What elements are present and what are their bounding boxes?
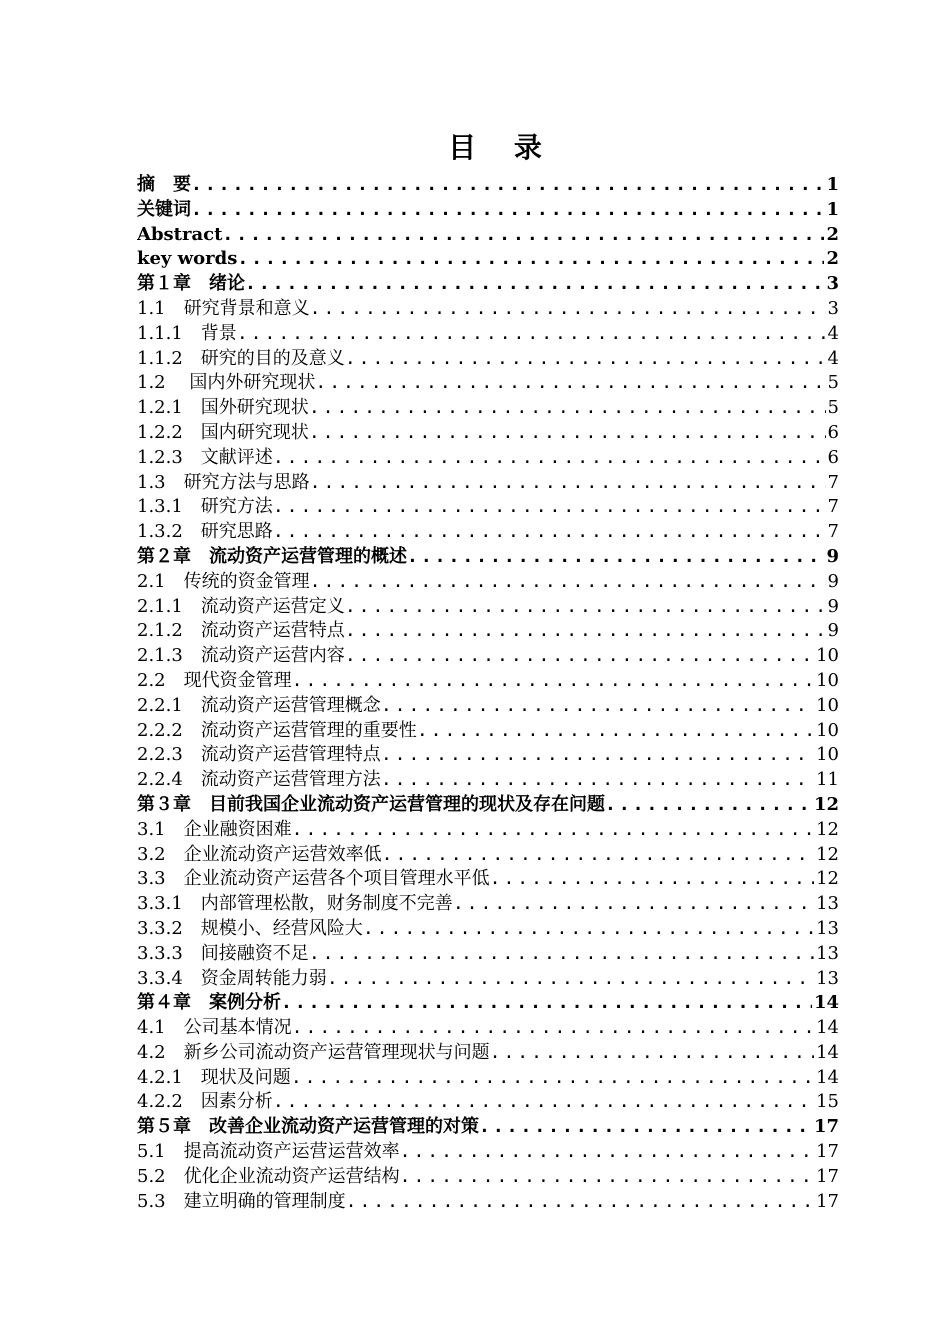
toc-entry-text: 1.3.1 研究方法: [137, 496, 273, 518]
toc-entry-text: key words: [137, 248, 238, 270]
toc-entry-text: 2.2 现代资金管理: [137, 669, 292, 691]
toc-entry-text: 第２章 流动资产运营管理的概述: [137, 545, 407, 567]
toc-page-number: 13: [816, 893, 839, 915]
toc-entry: [137, 1066, 839, 1091]
toc-entry-text: 3.3.4 资金周转能力弱: [137, 967, 327, 989]
toc-dot-leader: [309, 421, 826, 446]
toc-entry: [137, 1016, 839, 1041]
toc-entry: [137, 892, 839, 917]
toc-dot-leader: [281, 991, 812, 1016]
toc-page-number: 2: [826, 223, 839, 245]
toc-page-number: 4: [827, 322, 839, 344]
toc-page-number: 2: [826, 248, 839, 270]
toc-page-number: 12: [816, 868, 839, 890]
toc-entry: [137, 347, 839, 372]
toc-dot-leader: [400, 1165, 814, 1190]
toc-page-number: 12: [813, 793, 839, 815]
toc-dot-leader: [407, 545, 824, 570]
toc-page-number: 13: [816, 967, 839, 989]
toc-entry-text: 1.3 研究方法与思路: [137, 471, 310, 493]
toc-entry-text: 1.2.2 国内研究现状: [137, 421, 309, 443]
toc-page-number: 10: [816, 744, 839, 766]
toc-page-number: 17: [816, 1141, 839, 1163]
toc-entry-text: 5.2 优化企业流动资产运营结构: [137, 1165, 400, 1187]
toc-entry-text: 2.1.3 流动资产运营内容: [137, 645, 345, 667]
toc-dot-leader: [381, 743, 814, 768]
toc-dot-leader: [382, 843, 814, 868]
toc-page-number: 10: [816, 645, 839, 667]
toc-page-number: 9: [827, 570, 839, 592]
toc-dot-leader: [345, 347, 826, 372]
toc-dot-leader: [363, 917, 814, 942]
toc-entry-text: 1.2 国内外研究现状: [137, 372, 316, 394]
toc-entry: [137, 495, 839, 520]
toc-page-number: 15: [816, 1091, 839, 1113]
toc-page-number: 6: [827, 446, 839, 468]
toc-dot-leader: [191, 198, 824, 223]
toc-entry: [137, 1090, 839, 1115]
toc-entry-text: 2.2.2 流动资产运营管理的重要性: [137, 719, 417, 741]
toc-dot-leader: [273, 1090, 814, 1115]
toc-entry: [137, 644, 839, 669]
toc-dot-leader: [417, 719, 814, 744]
toc-page-number: 4: [827, 347, 839, 369]
toc-page-number: 1: [826, 198, 839, 220]
toc-entry: [137, 247, 839, 272]
toc-entry-text: 5.3 建立明确的管理制度: [137, 1190, 346, 1212]
toc-entry: [137, 173, 839, 198]
toc-page-number: 9: [826, 545, 839, 567]
toc-entry-text: 3.3.3 间接融资不足: [137, 942, 309, 964]
toc-entry-text: 2.1 传统的资金管理: [137, 570, 310, 592]
toc-entry: [137, 322, 839, 347]
toc-dot-leader: [490, 867, 814, 892]
toc-entry: [137, 272, 839, 297]
toc-dot-leader: [273, 446, 826, 471]
toc-dot-leader: [309, 396, 826, 421]
toc-page-number: 14: [816, 1017, 839, 1039]
toc-entry: [137, 867, 839, 892]
toc-entry: [137, 198, 839, 223]
toc-entry: [137, 793, 839, 818]
toc-entry: [137, 719, 839, 744]
toc-page-number: 14: [816, 1066, 839, 1088]
toc-entry: [137, 421, 839, 446]
toc-dot-leader: [191, 173, 824, 198]
toc-page-number: 13: [816, 917, 839, 939]
toc-dot-leader: [292, 669, 814, 694]
toc-page-number: 5: [827, 397, 839, 419]
toc-dot-leader: [315, 371, 825, 396]
toc-dot-leader: [310, 297, 826, 322]
toc-page-number: 7: [827, 521, 839, 543]
toc-entry: [137, 619, 839, 644]
toc-entry: [137, 1140, 839, 1165]
toc-dot-leader: [310, 570, 826, 595]
toc-entry: [137, 471, 839, 496]
toc-dot-leader: [490, 1041, 814, 1066]
toc-entry-text: 1.2.3 文献评述: [137, 446, 273, 468]
toc-dot-leader: [605, 793, 812, 818]
toc-list: [137, 173, 839, 1214]
toc-page-number: 17: [813, 1116, 839, 1138]
toc-entry: [137, 297, 839, 322]
toc-page-number: 12: [816, 843, 839, 865]
toc-entry-text: Abstract: [137, 223, 223, 245]
toc-dot-leader: [345, 595, 826, 620]
toc-page-number: 7: [827, 496, 839, 518]
toc-entry-text: 关键词: [137, 198, 191, 220]
toc-entry: [137, 694, 839, 719]
toc-page-number: 9: [827, 620, 839, 642]
toc-page-number: 7: [827, 471, 839, 493]
toc-page-number: 10: [816, 719, 839, 741]
toc-dot-leader: [237, 247, 824, 272]
toc-entry: [137, 1115, 839, 1140]
toc-dot-leader: [273, 495, 826, 520]
toc-entry-text: 1.3.2 研究思路: [137, 521, 273, 543]
toc-dot-leader: [309, 942, 814, 967]
toc-dot-leader: [292, 818, 814, 843]
toc-page-number: 13: [816, 942, 839, 964]
toc-dot-leader: [345, 644, 814, 669]
toc-page-number: 12: [816, 818, 839, 840]
toc-entry: [137, 595, 839, 620]
toc-entry-text: 1.1.1 背景: [137, 322, 237, 344]
toc-entry-text: 5.1 提高流动资产运营运营效率: [137, 1141, 400, 1163]
page-title: 目 录: [448, 131, 556, 164]
toc-entry-text: 4.2 新乡公司流动资产运营管理现状与问题: [137, 1041, 490, 1063]
toc-entry: [137, 743, 839, 768]
toc-page-number: 10: [816, 694, 839, 716]
toc-page-number: 1: [826, 174, 839, 195]
toc-entry: [137, 545, 839, 570]
toc-entry-text: 第５章 改善企业流动资产运营管理的对策: [137, 1116, 479, 1138]
toc-page-number: 5: [827, 372, 839, 394]
toc-entry-text: 第３章 目前我国企业流动资产运营管理的现状及存在问题: [137, 793, 605, 815]
toc-entry: [137, 570, 839, 595]
toc-entry-text: 4.1 公司基本情况: [137, 1017, 292, 1039]
toc-entry: [137, 371, 839, 396]
toc-dot-leader: [381, 694, 814, 719]
toc-dot-leader: [346, 1190, 814, 1215]
toc-entry-text: 3.3.2 规模小、经营风险大: [137, 917, 363, 939]
toc-page-number: 10: [816, 669, 839, 691]
toc-entry-text: 3.2 企业流动资产运营效率低: [137, 843, 382, 865]
toc-entry-text: 1.2.1 国外研究现状: [137, 397, 309, 419]
toc-page-number: 17: [816, 1165, 839, 1187]
toc-dot-leader: [400, 1140, 814, 1165]
toc-entry: [137, 818, 839, 843]
toc-entry: [137, 396, 839, 421]
toc-entry-text: 1.1 研究背景和意义: [137, 297, 310, 319]
toc-page-number: 6: [827, 421, 839, 443]
toc-entry-text: 2.1.2 流动资产运营特点: [137, 620, 345, 642]
toc-entry-text: 第１章 绪论: [137, 273, 245, 295]
toc-page-number: 3: [826, 273, 839, 295]
toc-dot-leader: [310, 471, 826, 496]
toc-entry: [137, 917, 839, 942]
toc-entry-text: 4.2.1 现状及问题: [137, 1066, 291, 1088]
toc-entry: [137, 768, 839, 793]
toc-dot-leader: [237, 322, 826, 347]
toc-entry-text: 1.1.2 研究的目的及意义: [137, 347, 345, 369]
toc-page-number: 17: [816, 1190, 839, 1212]
toc-dot-leader: [327, 967, 814, 992]
toc-dot-leader: [292, 1016, 814, 1041]
toc-dot-leader: [453, 892, 814, 917]
toc-page-number: 3: [827, 297, 839, 319]
toc-dot-leader: [245, 272, 824, 297]
toc-page-number: 14: [816, 1041, 839, 1063]
toc-entry: [137, 843, 839, 868]
toc-entry-text: 2.2.3 流动资产运营管理特点: [137, 744, 381, 766]
toc-entry: [137, 520, 839, 545]
toc-entry-text: 4.2.2 因素分析: [137, 1091, 273, 1113]
toc-page-number: 14: [813, 992, 839, 1014]
toc-entry: [137, 1190, 839, 1215]
toc-entry: [137, 446, 839, 471]
toc-entry-text: 摘 要: [137, 174, 191, 195]
toc-entry: [137, 669, 839, 694]
toc-entry-text: 3.3 企业流动资产运营各个项目管理水平低: [137, 868, 490, 890]
toc-dot-leader: [291, 1066, 814, 1091]
toc-entry-text: 2.2.1 流动资产运营管理概念: [137, 694, 381, 716]
toc-dot-leader: [222, 223, 824, 248]
toc-entry-text: 第４章 案例分析: [137, 992, 281, 1014]
toc-page-number: 9: [827, 595, 839, 617]
toc-entry: [137, 967, 839, 992]
toc-dot-leader: [273, 520, 826, 545]
toc-entry: [137, 1165, 839, 1190]
toc-entry: [137, 991, 839, 1016]
toc-dot-leader: [479, 1115, 812, 1140]
toc-dot-leader: [345, 619, 826, 644]
toc-dot-leader: [381, 768, 814, 793]
toc-entry-text: 2.1.1 流动资产运营定义: [137, 595, 345, 617]
toc-entry: [137, 1041, 839, 1066]
toc-entry: [137, 223, 839, 248]
toc-entry: [137, 942, 839, 967]
toc-entry-text: 2.2.4 流动资产运营管理方法: [137, 769, 381, 791]
toc-entry-text: 3.1 企业融资困难: [137, 818, 292, 840]
toc-entry-text: 3.3.1 内部管理松散，财务制度不完善: [137, 893, 453, 915]
toc-page-number: 11: [816, 769, 839, 791]
